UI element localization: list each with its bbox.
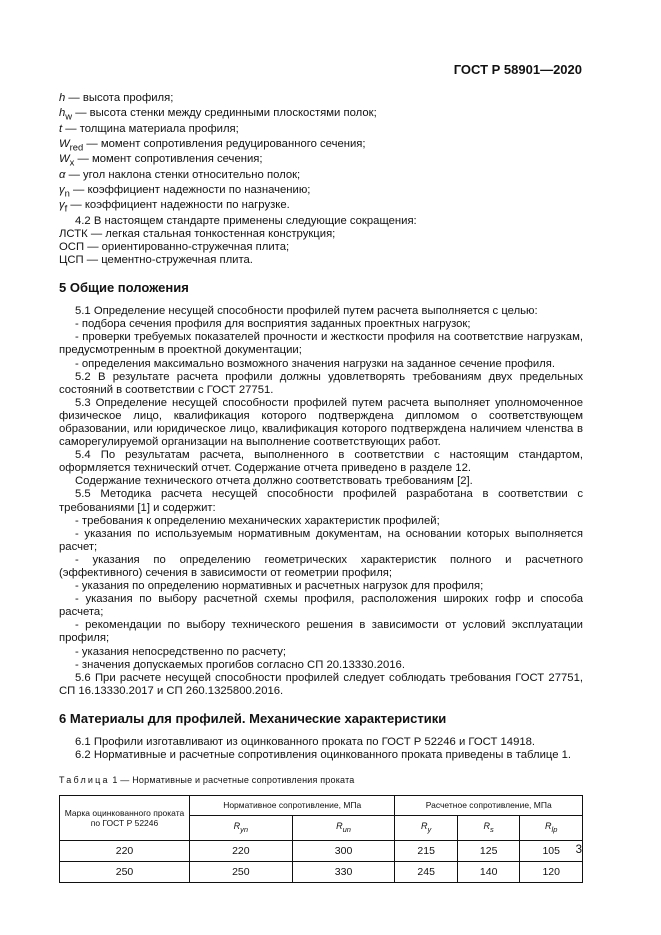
list-item: - требования к определению механических характеристик профилей;	[75, 514, 440, 527]
table-header-ryn: $R_{yn}$	[190, 816, 293, 841]
abbreviation-item: ЛСТК — легкая стальная тонкостенная конструкция;	[59, 227, 336, 240]
list-item: - определения максимально возможного значения нагрузки на заданное сечение профиля.	[75, 357, 556, 370]
abbreviations-intro: 4.2 В настоящем стандарте применены следующие сокращения:	[75, 214, 417, 227]
symbol-item: $h_w$ — высота стенки между срединными плоскостями полок;	[59, 107, 377, 122]
table-header-ry: $R_y$	[395, 816, 458, 841]
table-cell: 140	[457, 862, 520, 883]
list-item: - указания по выбору расчетной схемы профиля, расположения широких гофр и способа расчета;	[59, 593, 583, 619]
list-item: - подбора сечения профиля для восприятия заданных проектных нагрузок;	[75, 318, 471, 331]
table-cell: 215	[395, 841, 458, 862]
table-cell: 125	[457, 841, 520, 862]
paragraph-5-2: 5.2 В результате расчета профили должны удовлетворять требованиям двух предельных состояний в соответствии с ГОСТ 27751.	[59, 370, 583, 396]
table-cell: 250	[190, 862, 293, 883]
paragraph-6-2: 6.2 Нормативные и расчетные сопротивления оцинкованного проката приведены в таблице 1.	[75, 749, 572, 762]
paragraph-5-4: 5.4 По результатам расчета, выполненного в соответствии с настоящим стандартом, оформляется технический отчет. Содержание отчета приведено в разделе 12.	[59, 449, 583, 475]
symbol-item: h — высота профиля;	[59, 92, 174, 104]
list-item: - значения допускаемых прогибов согласно СП 20.13330.2016.	[75, 658, 405, 671]
list-item: - указания непосредственно по расчету;	[75, 645, 287, 658]
list-item: - указания по определению нормативных и расчетных нагрузок для профиля;	[75, 580, 484, 593]
table-cell: 220	[60, 841, 190, 862]
document-code: ГОСТ Р 58901—2020	[453, 62, 582, 77]
abbreviation-item: ЦСП — цементно-стружечная плита.	[59, 254, 253, 267]
symbol-item: α — угол наклона стенки относительно полок;	[59, 168, 301, 181]
page-number: 3	[575, 844, 582, 856]
table-row	[60, 841, 583, 862]
list-item: - рекомендации по выбору технического решения в зависимости от условий эксплуатации профиля;	[59, 619, 583, 645]
symbol-item: $\gamma_n$ — коэффициент надежности по назначению;	[59, 184, 311, 199]
table-header-grade: Марка оцинкованного проката по ГОСТ Р 52246	[60, 796, 190, 841]
table-header-run: $R_{un}$	[292, 816, 395, 841]
table-cell: 245	[395, 862, 458, 883]
paragraph-5-1: 5.1 Определение несущей способности профилей путем расчета выполняется с целью:	[75, 305, 538, 318]
resistance-table	[59, 795, 583, 883]
paragraph-5-5: 5.5 Методика расчета несущей способности профилей разработана в соответствии с требованиями [1] и содержит:	[59, 488, 583, 514]
page-content	[59, 92, 583, 883]
symbol-item: t — толщина материала профиля;	[59, 122, 239, 135]
paragraph-5-3: 5.3 Определение несущей способности профилей путем расчета выполняет уполномоченное физическое лицо, квалификация которого подтверждена дипломом о соответствующем образовании, или юридическое лицо, квалификация которого подтверждена наличием членства в саморегулируемой организации на выполнение соответствующих работ.	[59, 396, 583, 449]
symbol-item: $W_x$ — момент сопротивления сечения;	[59, 153, 263, 168]
list-item: - проверки требуемых показателей прочности и жесткости профиля на соответствие нагрузкам, предусмотренным в проектной документации;	[59, 331, 583, 357]
table-header-normative: Нормативное сопротивление, МПа	[190, 796, 395, 816]
table-cell: 250	[60, 862, 190, 883]
symbols-list	[59, 92, 583, 215]
table-header-design: Расчетное сопротивление, МПа	[395, 796, 583, 816]
table-cell: 220	[190, 841, 293, 862]
section-6-heading: 6 Материалы для профилей. Механические характеристики	[59, 710, 447, 726]
table-cell: 300	[292, 841, 395, 862]
paragraph-5-6: 5.6 При расчете несущей способности профилей следует соблюдать требования ГОСТ 27751, СП 16.13330.2017 и СП 260.1325800.2016.	[59, 671, 583, 697]
table-row	[60, 862, 583, 883]
table-header-rs: $R_s$	[457, 816, 520, 841]
table-cell: 120	[520, 862, 583, 883]
symbol-item: $\gamma_f$ — коэффициент надежности по нагрузке.	[59, 199, 290, 214]
abbreviation-item: ОСП — ориентированно-стружечная плита;	[59, 240, 290, 253]
table-cell: 105	[520, 841, 583, 862]
list-item: - указания по используемым нормативным документам, на основании которых выполняется расчет;	[59, 527, 583, 553]
table-header-rlp: $R_{lp}$	[520, 816, 583, 841]
symbol-item: $W_{red}$ — момент сопротивления редуцированного сечения;	[59, 138, 366, 153]
table-caption: Таблица 1 — Нормативные и расчетные сопротивления проката	[59, 775, 355, 786]
section-5-heading: 5 Общие положения	[59, 280, 189, 296]
paragraph-5-4b: Содержание технического отчета должно соответствовать требованиям [2].	[75, 475, 473, 488]
list-item: - указания по определению геометрических характеристик полного и расчетного (эффективного) сечения в зависимости от геометрии профиля;	[59, 553, 583, 579]
paragraph-6-1: 6.1 Профили изготавливают из оцинкованного проката по ГОСТ Р 52246 и ГОСТ 14918.	[75, 735, 536, 748]
table-cell: 330	[292, 862, 395, 883]
